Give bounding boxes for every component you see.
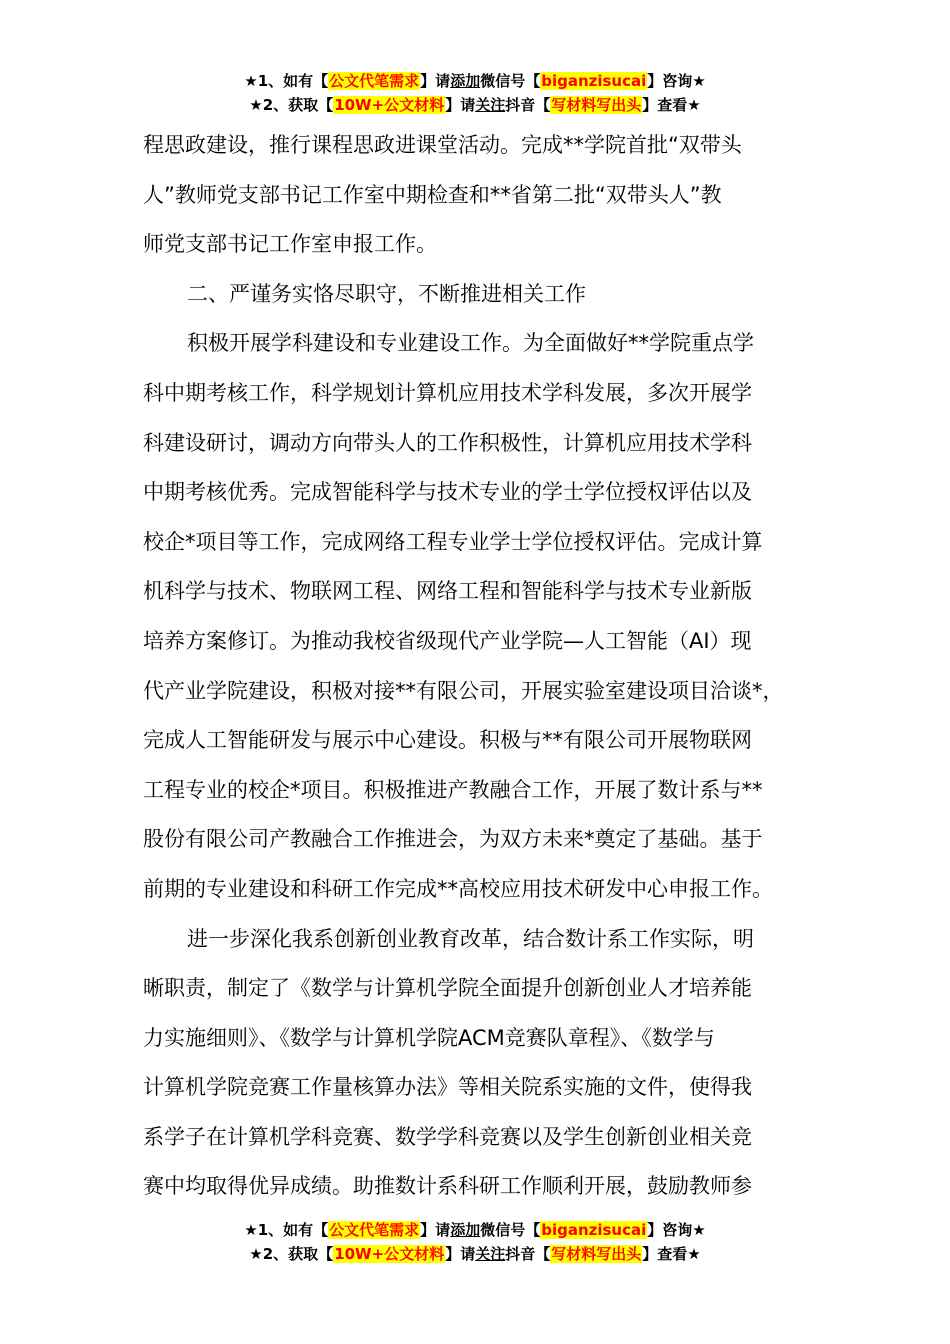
- body-line: 系学子在计算机学科竞赛、数学学科竞赛以及学生创新创业相关竞: [143, 1124, 752, 1149]
- highlight-wechat-id: biganzisucai: [541, 1221, 647, 1239]
- body-line: 完成人工智能研发与展示中心建设。积极与**有限公司开展物联网: [143, 728, 752, 753]
- body-line: 前期的专业建设和科研工作完成**高校应用技术研发中心申报工作。: [143, 876, 773, 901]
- highlight-service: 公文代笔需求: [329, 72, 420, 90]
- header-banner: [0, 69, 950, 117]
- body-line: 工程专业的校企*项目。积极推进产教融合工作，开展了数计系与**: [143, 777, 763, 802]
- highlight-service: 公文代笔需求: [329, 1221, 420, 1239]
- body-line: 中期考核优秀。完成智能科学与技术专业的学士学位授权评估以及: [143, 480, 752, 505]
- body-line: 人”教师党支部书记工作室中期检查和**省第二批“双带头人”教: [143, 182, 722, 207]
- body-line: 力实施细则》、《数学与计算机学院ACM竞赛队章程》、《数学与: [143, 1025, 715, 1050]
- banner-line-1: ★1、如有【公文代笔需求】请添加微信号【biganzisucai】咨询★: [244, 72, 706, 90]
- body-line: 师党支部书记工作室申报工作。: [143, 232, 437, 257]
- body-line: 进一步深化我系创新创业教育改革，结合数计系工作实际，明: [187, 926, 754, 951]
- body-line: 科建设研讨，调动方向带头人的工作积极性，计算机应用技术学科: [143, 430, 752, 455]
- body-line: 晰职责，制定了《数学与计算机学院全面提升创新创业人才培养能: [143, 976, 752, 1001]
- body-line: 股份有限公司产教融合工作推进会，为双方未来*奠定了基础。基于: [143, 827, 763, 852]
- highlight-wechat-id: biganzisucai: [541, 72, 647, 90]
- body-line: 程思政建设，推行课程思政进课堂活动。完成**学院首批“双带头: [143, 133, 742, 157]
- body-line: 积极开展学科建设和专业建设工作。为全面做好**学院重点学: [187, 331, 754, 356]
- document-body: [143, 121, 813, 1212]
- highlight-douyin-account: 写材料写出头: [551, 96, 642, 114]
- banner-line-1: ★1、如有【公文代笔需求】请添加微信号【biganzisucai】咨询★: [244, 1221, 706, 1239]
- body-line: 培养方案修订。为推动我校省级现代产业学院—人工智能（AI）现: [143, 628, 752, 653]
- banner-line-2: ★2、获取【10W+公文材料】请关注抖音【写材料写出头】查看★: [249, 96, 701, 114]
- body-line: 机科学与技术、物联网工程、网络工程和智能科学与技术专业新版: [143, 579, 752, 604]
- body-line: 计算机学院竞赛工作量核算办法》等相关院系实施的文件，使得我: [143, 1075, 752, 1100]
- highlight-materials: 10W+公文材料: [334, 96, 445, 114]
- body-line: 赛中均取得优异成绩。助推数计系科研工作顺利开展，鼓励教师参: [143, 1174, 752, 1199]
- highlight-materials: 10W+公文材料: [334, 1245, 445, 1263]
- section-heading: 二、严谨务实恪尽职守，不断推进相关工作: [187, 281, 586, 306]
- banner-line-2: ★2、获取【10W+公文材料】请关注抖音【写材料写出头】查看★: [249, 1245, 701, 1263]
- footer-banner: [0, 1218, 950, 1266]
- body-line: 科中期考核工作，科学规划计算机应用技术学科发展，多次开展学: [143, 380, 752, 405]
- highlight-douyin-account: 写材料写出头: [551, 1245, 642, 1263]
- body-line: 校企*项目等工作，完成网络工程专业学士学位授权评估。完成计算: [143, 529, 763, 554]
- body-line: 代产业学院建设，积极对接**有限公司，开展实验室建设项目洽谈*，: [143, 678, 784, 703]
